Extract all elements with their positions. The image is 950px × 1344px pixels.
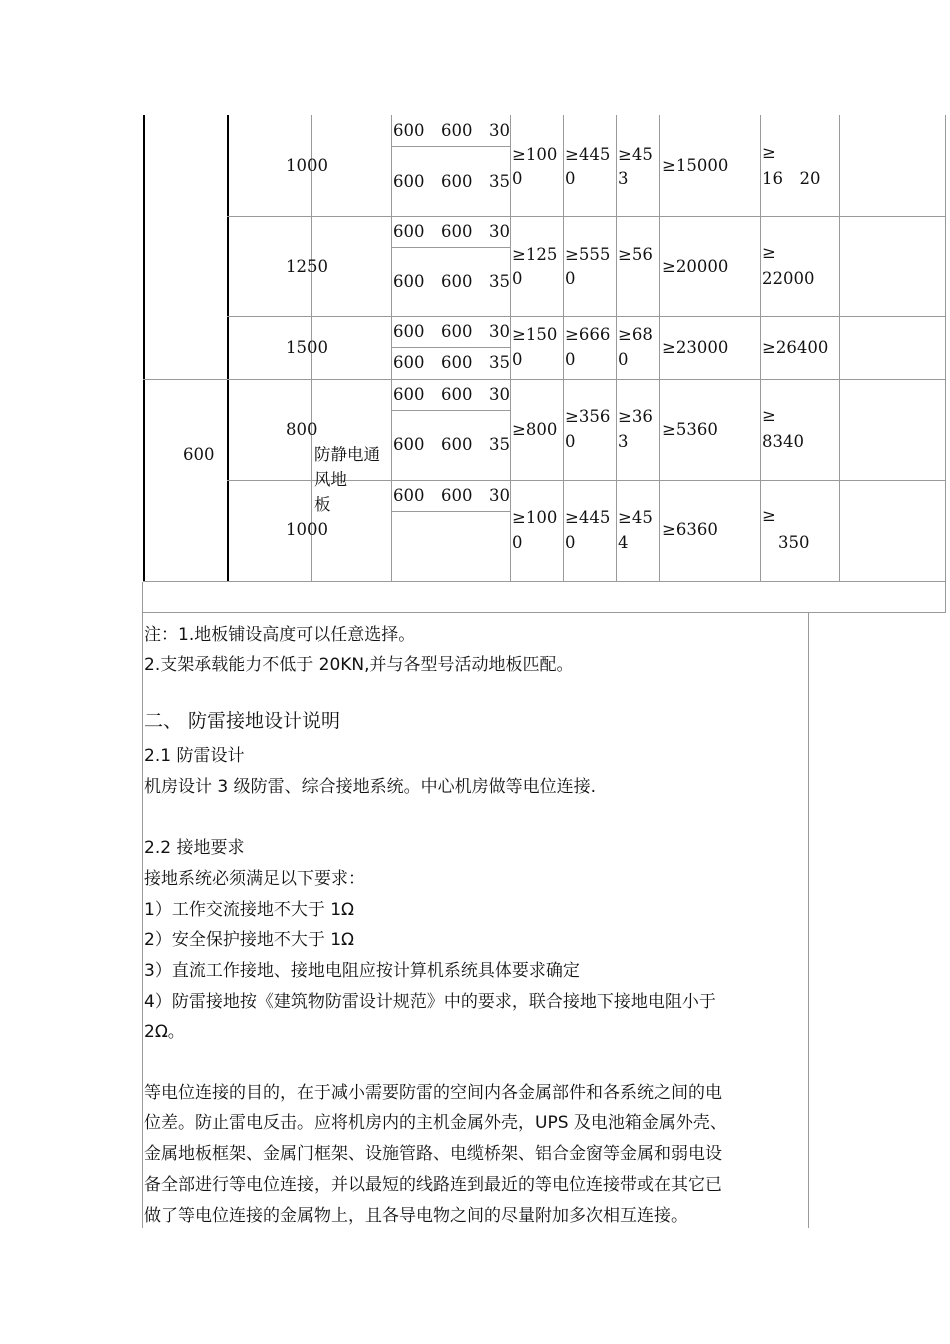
table-cell: ≥666 <box>565 325 611 344</box>
table-cell: 3 <box>618 169 629 188</box>
table-cell: ≥45 <box>618 508 653 527</box>
table-cell: ≥555 <box>565 245 611 264</box>
paragraph-line: 等电位连接的目的，在于减小需要防雷的空间内各金属部件和各系统之间的电 <box>144 1083 722 1103</box>
table-cell: 16 20 <box>762 169 821 188</box>
table-border <box>391 511 510 512</box>
table-border <box>808 613 809 1228</box>
section-heading: 二、 防雷接地设计说明 <box>144 710 341 732</box>
table-border <box>659 115 660 582</box>
table-cell: ≥ <box>762 143 776 162</box>
table-cell: 0 <box>512 533 523 552</box>
paragraph-line: 做了等电位连接的金属物上，且各导电物之间的尽量附加多次相互连接。 <box>144 1206 688 1226</box>
table-cell: 0 <box>512 350 523 369</box>
paragraph-line: 金属地板框架、金属门框架、设施管路、电缆桥架、铝合金窗等金属和弱电设 <box>144 1144 722 1164</box>
table-border <box>143 379 945 380</box>
table-cell: ≥ <box>762 243 776 262</box>
table-border <box>510 115 511 582</box>
subsection-heading: 2.1 防雷设计 <box>144 746 245 766</box>
table-border <box>391 347 510 348</box>
table-cell: 600 600 30 <box>393 222 510 241</box>
table-border <box>616 115 617 582</box>
table-cell: 0 <box>565 432 576 451</box>
table-cell: 0 <box>512 269 523 288</box>
list-item: 3）直流工作接地、接地电阻应按计算机系统具体要求确定 <box>144 961 580 981</box>
table-cell: 600 600 35 <box>393 272 510 291</box>
table-cell: 1250 <box>286 257 328 276</box>
table-cell: 800 <box>286 420 318 439</box>
table-cell: 0 <box>565 350 576 369</box>
table-cell: 1000 <box>286 520 328 539</box>
note-2: 2.支架承载能力不低于 20KN,并与各型号活动地板匹配。 <box>144 655 574 675</box>
table-cell: ≥23000 <box>662 338 729 357</box>
table-cell: 防静电通 <box>314 445 380 464</box>
table-cell: 0 <box>565 533 576 552</box>
table-cell: ≥100 <box>512 145 558 164</box>
table-cell: ≥15000 <box>662 156 729 175</box>
table-cell: 600 600 30 <box>393 121 510 140</box>
table-cell: ≥6360 <box>662 520 718 539</box>
table-cell: 1000 <box>286 156 328 175</box>
table-border <box>391 247 510 248</box>
table-cell: 0 <box>565 169 576 188</box>
table-border <box>391 410 510 411</box>
table-cell: 8340 <box>762 432 804 451</box>
table-border <box>227 316 945 317</box>
table-border <box>563 115 564 582</box>
table-cell: 0 <box>565 269 576 288</box>
table-cell: ≥68 <box>618 325 653 344</box>
table-cell: ≥445 <box>565 508 611 527</box>
paragraph-line: 位差。防止雷电反击。应将机房内的主机金属外壳，UPS 及电池箱金属外壳、 <box>144 1113 727 1133</box>
table-cell: 3 <box>618 432 629 451</box>
list-item: 4）防雷接地按《建筑物防雷设计规范》中的要求，联合接地下接地电阻小于 <box>144 992 716 1012</box>
table-cell: 4 <box>618 533 629 552</box>
table-cell: ≥5360 <box>662 420 718 439</box>
table-border <box>227 216 945 217</box>
table-cell: 风地 <box>314 470 347 489</box>
table-cell: ≥100 <box>512 508 558 527</box>
table-border <box>142 582 143 1228</box>
paragraph: 机房设计 3 级防雷、综合接地系统。中心机房做等电位连接. <box>144 777 597 797</box>
table-cell: 600 600 30 <box>393 486 510 505</box>
table-cell: 600 600 35 <box>393 353 510 372</box>
table-border <box>142 612 945 613</box>
table-border <box>760 115 761 582</box>
table-border <box>227 115 229 582</box>
table-cell: ≥36 <box>618 407 653 426</box>
table-border <box>143 115 145 582</box>
table-cell: ≥800 <box>512 420 558 439</box>
table-cell: ≥ <box>762 506 776 525</box>
table-border <box>391 146 510 147</box>
list-item: 2）安全保护接地不大于 1Ω <box>144 930 355 950</box>
table-cell: ≥ <box>762 406 776 425</box>
table-cell: ≥26400 <box>762 338 829 357</box>
table-cell: 600 <box>183 445 215 464</box>
table-cell: ≥20000 <box>662 257 729 276</box>
table-border <box>945 115 946 613</box>
table-border <box>143 581 945 582</box>
table-cell: ≥56 <box>618 245 653 264</box>
table-cell: ≥125 <box>512 245 558 264</box>
table-cell: 0 <box>512 169 523 188</box>
table-cell: 22000 <box>762 269 815 288</box>
list-item: 2Ω。 <box>144 1022 185 1042</box>
table-cell: 板 <box>314 495 331 514</box>
table-cell: 1500 <box>286 338 328 357</box>
table-cell: 600 600 35 <box>393 435 510 454</box>
table-cell: 600 600 35 <box>393 172 510 191</box>
paragraph: 接地系统必须满足以下要求： <box>144 869 365 889</box>
table-cell: 350 <box>778 533 810 552</box>
table-cell: ≥356 <box>565 407 611 426</box>
table-cell: ≥45 <box>618 145 653 164</box>
note-1: 注：1.地板铺设高度可以任意选择。 <box>144 625 416 645</box>
subsection-heading: 2.2 接地要求 <box>144 838 245 858</box>
table-border <box>839 115 840 582</box>
paragraph-line: 备全部进行等电位连接，并以最短的线路连到最近的等电位连接带或在其它已 <box>144 1175 722 1195</box>
table-cell: 600 600 30 <box>393 322 510 341</box>
list-item: 1）工作交流接地不大于 1Ω <box>144 900 355 920</box>
table-cell: 600 600 30 <box>393 385 510 404</box>
table-cell: 0 <box>618 350 629 369</box>
table-cell: ≥150 <box>512 325 558 344</box>
table-cell: ≥445 <box>565 145 611 164</box>
